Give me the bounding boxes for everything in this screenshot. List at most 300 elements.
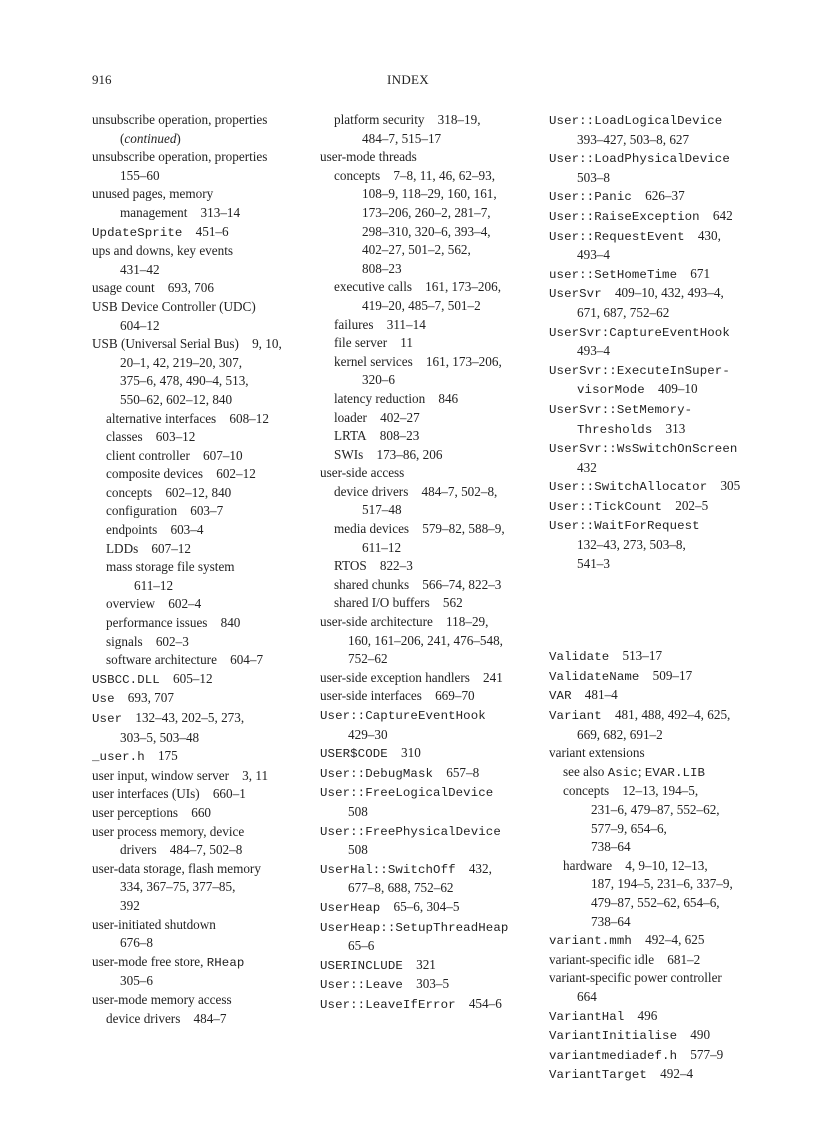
index-entry [320,956,538,976]
entry-line [92,484,304,503]
entry-line [549,265,771,285]
code-term: variantmediadef.h [549,1048,678,1063]
index-entry [92,823,304,860]
entry-text: 611–12 [134,577,174,593]
index-entry [549,931,771,951]
entry-line [549,111,771,131]
entry-line [92,410,304,429]
index-entry [549,227,771,265]
entry-text: user-side exception handlers 241 [320,669,503,685]
index-entry [549,951,771,970]
entry-line [92,934,304,953]
entry-line [320,744,538,764]
entry-text: client controller 607–10 [106,447,243,463]
code-term: Asic [607,765,638,780]
entry-text: 550–62, 602–12, 840 [120,391,233,407]
index-subentry [92,1010,304,1029]
entry-line [320,975,538,995]
entry-text: 577–9 [677,1046,724,1062]
entry-text: latency reduction 846 [334,390,459,406]
entry-text: 496 [624,1007,658,1023]
index-entry [549,361,771,400]
entry-text: 409–10, 432, 493–4, [601,285,724,301]
entry-line [549,647,771,667]
entry-line [92,991,304,1010]
entry-line [92,878,304,897]
index-entry [549,1046,771,1066]
index-entry [549,187,771,207]
entry-line [92,860,304,879]
code-term: User::Leave [320,978,403,993]
entry-text: ( [120,130,125,146]
index-entry [92,223,304,243]
entry-text: platform security 318–19, [334,112,481,127]
entry-line [549,246,771,265]
index-subentry [92,614,304,633]
code-term: VariantHal [549,1009,625,1024]
index-entry [92,747,304,767]
entry-line [320,726,538,745]
index-subentry [320,520,538,557]
entry-line [320,427,538,446]
entry-line [549,667,771,687]
entry-line [549,1046,771,1066]
entry-text: unsubscribe operation, properties [92,149,268,165]
entry-text: 671 [677,265,711,281]
index-subentry [92,502,304,521]
entry-line [92,670,304,690]
entry-text: 305–6 [120,973,153,989]
entry-text: user perceptions 660 [92,804,212,820]
index-entry [320,687,538,706]
entry-text: 605–12 [159,670,213,686]
entry-line [320,223,538,242]
entry-line [320,918,538,938]
index-subentry [320,111,538,148]
code-term: User::Panic [549,190,632,205]
entry-line [320,446,538,465]
code-term: variant.mmh [549,934,632,949]
code-term: User::LoadPhysicalDevice [549,152,730,167]
entry-text: 393–427, 503–8, 627 [577,131,690,147]
entry-line [92,972,304,991]
entry-line [549,726,771,745]
entry-line [320,841,538,860]
page-header [0,72,816,88]
entry-text: alternative interfaces 608–12 [106,410,269,426]
index-subentry [320,390,538,409]
index-entry [549,686,771,706]
entry-line [320,669,538,688]
entry-text: shared chunks 566–74, 822–3 [334,576,502,592]
entry-line [92,372,304,391]
entry-line [549,439,771,459]
entry-line [549,894,771,913]
entry-text: 231–6, 479–87, 552–62, [591,802,720,817]
entry-text: 173–206, 260–2, 281–7, [362,204,491,220]
running-title: INDEX [387,72,429,87]
entry-text: device drivers 484–7, 502–8, [334,483,498,499]
index-subentry [92,651,304,670]
entry-text: 513–17 [609,648,663,664]
index-subentry [92,633,304,652]
entry-text: 454–6 [455,995,502,1011]
index-subentry [320,446,538,465]
entry-line [549,913,771,932]
index-subentry [320,594,538,613]
entry-text: 808–23 [362,260,402,276]
index-subentry [320,557,538,576]
entry-text: executive calls 161, 173–206, [334,279,502,295]
code-term: VariantTarget [549,1068,647,1083]
entry-line [92,558,304,577]
entry-line [92,391,304,410]
entry-line [320,148,538,167]
index-entry [92,148,304,185]
entry-text: 65–6, 304–5 [380,898,460,914]
index-entry [549,477,771,497]
entry-text: software architecture 604–7 [106,652,264,668]
entry-text: 132–43, 202–5, 273, [122,710,245,725]
entry-text: 430, [684,227,721,243]
entry-text: 508 [348,803,368,819]
entry-line [92,521,304,540]
index-entry [320,613,538,669]
index-entry [549,497,771,517]
entry-line [320,130,538,149]
entry-text: user input, window server 3, 11 [92,767,269,783]
index-entry [92,279,304,298]
entry-line [320,822,538,842]
entry-text: 108–9, 118–29, 160, 161, [362,186,497,202]
entry-text: 175 [144,748,178,764]
index-subentry [320,353,538,390]
entry-text: 541–3 [577,555,610,571]
code-term: User::FreeLogicalDevice [320,786,494,801]
entry-line [320,241,538,260]
index-entry [549,400,771,439]
entry-text: 479–87, 552–62, 654–6, [591,894,720,910]
entry-text: variant-specific power controller [549,970,722,986]
entry-line [320,297,538,316]
index-entry [549,323,771,361]
entry-text: 503–8 [577,169,610,185]
entry-line [320,278,538,297]
entry-line [92,502,304,521]
code-term: _user.h [92,750,145,765]
entry-line [92,167,304,186]
index-column-3 [549,111,771,1085]
entry-text: 409–10 [644,381,698,397]
entry-line [92,709,304,729]
entry-line [92,223,304,243]
code-term: User::LoadLogicalDevice [549,114,723,128]
entry-text: endpoints 603–4 [106,522,204,538]
index-subentry [320,483,538,520]
code-term: UserSvr::WsSwitchOnScreen [549,442,738,457]
entry-line [549,555,771,574]
code-term: UserHeap::SetupThreadHeap [320,920,509,935]
entry-text: 375–6, 478, 490–4, 513, [120,373,249,389]
index-entry [320,898,538,918]
entry-line [549,686,771,706]
entry-line [92,130,304,149]
entry-text: concepts 12–13, 194–5, [563,783,699,799]
code-term: User::SwitchAllocator [549,480,708,495]
code-term: Thresholds [577,422,653,437]
entry-text: user interfaces (UIs) 660–1 [92,786,246,802]
entry-text: mass storage file system [106,559,235,575]
entry-text: variant-specific idle 681–2 [549,951,701,967]
entry-line [92,111,304,130]
entry-text: 303–5, 503–48 [120,729,200,745]
index-entry [320,860,538,898]
entry-text: user-side interfaces 669–70 [320,688,475,704]
entry-text: overview 602–4 [106,596,202,612]
entry-line [549,149,771,169]
entry-line [320,706,538,726]
entry-text: 492–4 [646,1066,694,1082]
entry-text: ups and downs, key events [92,243,234,259]
entry-text: SWIs 173–86, 206 [334,446,443,462]
entry-text: 160, 161–206, 241, 476–548, [348,632,503,648]
entry-text: 738–64 [591,839,631,855]
entry-text: 65–6 [348,938,375,954]
page-number: 916 [92,72,112,87]
entry-text: 432 [577,459,597,475]
entry-line [320,803,538,822]
entry-line [549,969,771,988]
entry-line [92,354,304,373]
entry-line [320,995,538,1015]
entry-line [320,185,538,204]
entry-line [320,334,538,353]
index-entry [320,148,538,167]
entry-text: 484–7, 515–17 [362,130,442,146]
code-term: UserSvr::SetMemory- [549,402,693,417]
index-entry [92,335,304,409]
index-entry [92,860,304,916]
index-subentry [92,540,304,559]
entry-line [549,420,771,440]
entry-line [320,167,538,186]
index-subentry [549,782,771,856]
index-entry [549,149,771,187]
code-term: RHeap [206,955,245,970]
index-subentry [320,278,538,315]
entry-line [549,400,771,420]
entry-line [92,261,304,280]
code-term: UserSvr [549,287,602,302]
index-subentry [92,558,304,595]
entry-line [320,937,538,956]
entry-line [92,540,304,559]
index-subentry [320,334,538,353]
index-subentry [549,763,771,783]
entry-text: 202–5 [662,497,709,513]
index-entry [320,464,538,483]
index-entry [549,207,771,227]
index-entry [320,669,538,688]
code-term: USERINCLUDE [320,958,403,973]
entry-text: management 313–14 [120,204,241,220]
entry-text: 481, 488, 492–4, 625, [601,707,731,723]
entry-text: drivers 484–7, 502–8 [120,842,243,858]
code-term: User::RaiseException [549,209,700,224]
index-subentry [92,447,304,466]
entry-text: 492–4, 625 [631,932,705,948]
index-entry [320,764,538,784]
entry-text: continued [124,130,177,146]
index-entry [549,284,771,322]
entry-text: device drivers 484–7 [106,1010,227,1026]
index-entry [92,185,304,222]
entry-text: 493–4 [577,343,610,359]
entry-text: 431–42 [120,261,160,277]
entry-line [92,689,304,709]
index-subentry [320,167,538,279]
entry-text: 481–4 [571,687,618,703]
index-subentry [92,484,304,503]
entry-line [92,428,304,447]
entry-line [320,204,538,223]
entry-text: user-side architecture 118–29, [320,614,489,630]
index-entry [320,822,538,860]
entry-line [320,632,538,651]
index-entry [549,1026,771,1046]
entry-text: 611–12 [362,539,402,555]
index-entry [549,1065,771,1085]
index-entry [549,744,771,763]
entry-line [320,409,538,428]
entry-text: 451–6 [182,223,229,239]
index-subentry [92,521,304,540]
entry-line [549,744,771,763]
entry-text: 320–6 [362,372,395,388]
entry-text: failures 311–14 [334,316,426,332]
entry-line [549,516,771,536]
entry-line [549,361,771,381]
entry-text: composite devices 602–12 [106,466,256,482]
entry-text: user-side access [320,465,405,481]
code-term: User::RequestEvent [549,229,685,244]
entry-line [549,497,771,517]
entry-line [320,520,538,539]
entry-text: signals 602–3 [106,633,189,649]
index-subentry [92,410,304,429]
index-entry [92,298,304,335]
code-term: VAR [549,689,572,704]
index-entry [549,667,771,687]
entry-line [549,323,771,343]
entry-text: usage count 693, 706 [92,280,214,296]
entry-text: 604–12 [120,317,160,333]
index-entry [549,516,771,573]
entry-line [320,613,538,632]
index-entry [92,991,304,1010]
entry-line [320,764,538,784]
entry-line [320,650,538,669]
entry-text: 577–9, 654–6, [591,820,667,836]
entry-text: 752–62 [348,651,388,667]
entry-line [549,380,771,400]
entry-line [92,465,304,484]
entry-line [549,857,771,876]
code-term: User [92,712,123,726]
entry-text: see also [563,763,608,779]
entry-text: 508 [348,842,368,858]
entry-line [320,111,538,130]
entry-line [92,729,304,748]
entry-line [320,539,538,558]
entry-text: 419–20, 485–7, 501–2 [362,297,481,313]
entry-line [92,595,304,614]
entry-text: kernel services 161, 173–206, [334,353,502,369]
entry-text: concepts 602–12, 840 [106,484,232,500]
entry-text: 429–30 [348,726,388,742]
entry-text: loader 402–27 [334,409,420,425]
entry-text: variant extensions [549,745,645,761]
code-term: VariantInitialise [549,1029,678,1044]
code-term: Validate [549,650,610,665]
entry-line [320,687,538,706]
entry-line [549,131,771,150]
entry-text: RTOS 822–3 [334,558,413,574]
index-entry [320,918,538,956]
entry-text: user-mode free store, [92,953,207,969]
entry-line [320,501,538,520]
entry-line [320,576,538,595]
entry-text: 517–48 [362,502,402,518]
code-term: Variant [549,709,602,724]
index-subentry [320,427,538,446]
code-term: UserHal::SwitchOff [320,862,456,877]
entry-line [549,187,771,207]
entry-text: USB Device Controller (UDC) [92,298,256,314]
entry-text: user-mode threads [320,149,417,165]
index-subentry [320,316,538,335]
index-entry [549,969,771,1006]
entry-line [549,801,771,820]
entry-line [549,304,771,323]
entry-text: user process memory, device [92,823,245,839]
entry-line [549,342,771,361]
entry-line [92,841,304,860]
index-entry [549,1007,771,1027]
index-entry [92,767,304,786]
entry-text: 657–8 [433,764,480,780]
entry-text: 187, 194–5, 231–6, 337–9, [591,876,733,892]
entry-line [320,956,538,976]
index-entry [92,916,304,953]
code-term: UserSvr:CaptureEventHook [549,325,730,340]
index-entry [320,744,538,764]
index-subentry [92,465,304,484]
index-entry [92,689,304,709]
index-entry [92,804,304,823]
index-entry [92,709,304,747]
index-entry [92,953,304,991]
entry-text: ) [176,130,181,146]
entry-line [549,706,771,726]
index-entry [549,647,771,667]
index-subentry [92,428,304,447]
index-entry [92,242,304,279]
entry-line [92,804,304,823]
entry-line [92,317,304,336]
entry-line [92,953,304,973]
code-term: User::WaitForRequest [549,519,700,534]
